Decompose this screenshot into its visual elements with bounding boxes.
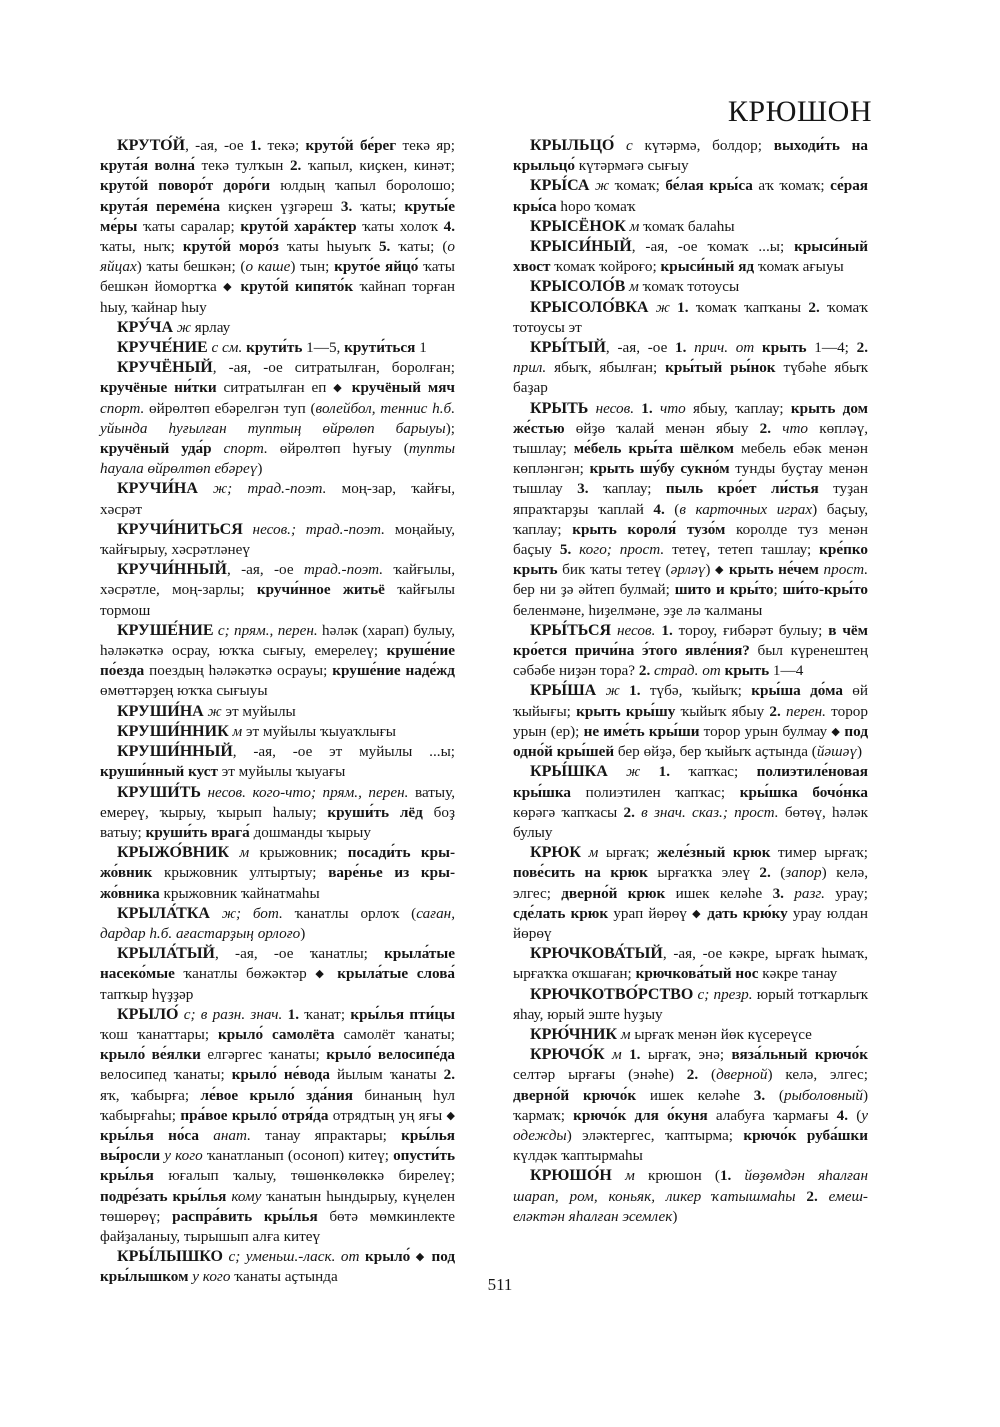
dictionary-entry: КРЫТЬ несов. 1. что ябыу, ҡаплау; крыть дом же́стью өйҙө ҡалай менән ябыу 2. что көпләү, тышлау; ме́бель кры́та шёлком мебель ебәк менән көпләнгән; крыть шу́бу сукно́м тунды буҫтау менән тышлау 3. ҡаплау; пыль кро́ет ли́стья туҙан япраҡтарҙы ҡаплай 4. (в карточных играх) баҫыу, ҡаплау; крыть короля́ тузо́м королде туз менән баҫыу 5. кого; прост. тетеү, тетеп ташлау; кре́пко крыть бик ҡаты тетеү (әрләү) ◆ крыть не́чем прост. бер ни ҙә әйтеп булмай; шито и кры́то; ши́то-кры́то беленмәне, һиҙелмәне, эҙе лә ҡалманы bbox=[513, 399, 869, 619]
dictionary-entry: КРЮЧКОВА́ТЫЙ, -ая, -ое кәкре, ырғаҡ һымаҡ, ырғаҡҡа оҡшаған; крючкова́тый нос кәкре танау bbox=[513, 945, 868, 983]
dictionary-entry: КРЫ́ТЫЙ, -ая, -ое 1. прич. от крыть 1—4; 2. прил. ябыҡ, ябылған; кры́тый ры́нок түбәһе ябыҡ баҙар bbox=[513, 339, 868, 397]
dictionary-entry: КРЮШО́Н м крюшон (1. йөҙөмдән яһалған шарап, ром, коньяк, ликер ҡатышмаһы 2. емеш-еләктән яһалған эсемлек) bbox=[513, 1167, 869, 1225]
dictionary-entry: КРУЧЁНЫЙ, -ая, -ое ситратылған, боролған; кручёные ни́тки ситратылған еп ◆ кручёный мяч спорт. өйрөлтөп ебәрелгән туп (волейбол, теннис һ.б. уйында һуғылған туптың өйрөлөп барыуы); кручёный уда́р спорт. өйрөлтөп һуғыу (тупты һауала өйрөлтөп ебәреү) bbox=[100, 359, 456, 478]
dictionary-entry: КРУШИ́ННИК м эт муйылы ҡыуаҡлығы bbox=[117, 722, 397, 740]
dictionary-entry: КРУТО́Й, -ая, -ое 1. текә; круто́й бе́рег текә яр; крута́я волна́ текә тулҡын 2. ҡапыл, киҫкен, кинәт; круто́й поворо́т доро́ги юлдың ҡапыл боролошо; крута́я переме́на киҫкен үҙгәреш 3. ҡаты; круты́е ме́ры ҡаты саралар; круто́й хара́ктер ҡаты холоҡ 4. ҡаты, ныҡ; круто́й моро́з ҡаты һыуыҡ 5. ҡаты; (о яйцах) ҡаты бешкән; (о каше) тын; круто́е яйцо́ ҡаты бешкән йомортҡа ◆ круто́й кипято́к ҡайнап торған һыу, ҡайнар һыу bbox=[100, 137, 455, 316]
dictionary-entry: КРЫЖО́ВНИК м крыжовник; посади́ть крыжо́вник крыжовник ултыртыу; варе́нье из крыжо́вника крыжовник ҡайнатмаһы bbox=[100, 844, 455, 902]
dictionary-entry: КРУЧИ́НА ж; трад.-поэт. моң-зар, ҡайғы, хәсрәт bbox=[100, 480, 456, 518]
right-column bbox=[513, 136, 868, 1227]
dictionary-entry: КРУЧИ́ННЫЙ, -ая, -ое трад.-поэт. ҡайғылы, хәсрәтле, моң-зарлы; кручи́нное житьё ҡайғылы тормош bbox=[100, 561, 455, 619]
left-column bbox=[100, 136, 455, 1288]
dictionary-entry: КРЫЛА́ТЫЙ, -ая, -ое ҡанатлы; крыла́тые насеко́мые ҡанатлы бөжәктәр ◆ крыла́тые слова́ тапҡыр һүҙҙәр bbox=[100, 945, 456, 1003]
dictionary-entry: КРУ́ЧА ж ярлау bbox=[117, 318, 231, 336]
dictionary-entry: КРЫСЁНОК м ҡомаҡ балаһы bbox=[530, 217, 735, 235]
dictionary-entry: КРЫ́ТЬСЯ несов. 1. тороу, ғибәрәт булыу; в чём кро́ется причи́на э́того явле́ния? был күренештең сәбәбе ниҙән тора? 2. страд. от крыть 1—4 bbox=[513, 621, 869, 680]
dictionary-entry: КРЫ́СА ж ҡомаҡ; бе́лая кры́са аҡ ҡомаҡ; се́рая кры́са һоро ҡомаҡ bbox=[513, 177, 869, 215]
dictionary-entry: КРУЧИ́НИТЬСЯ несов.; трад.-поэт. моңайыу, ҡайғырыу, хәсрәтләнеү bbox=[100, 520, 455, 559]
dictionary-entry: КРУШИ́ТЬ несов. кого-что; прям., перен. ватыу, емереү, ҡырыу, ҡырып һалыу; круши́ть лёд боҙ ватыу; круши́ть врага́ дошманды ҡырыу bbox=[100, 783, 455, 841]
dictionary-entry: КРЫСОЛО́В м ҡомаҡ тотоусы bbox=[530, 278, 740, 296]
running-head: КРЮШОН bbox=[727, 95, 872, 128]
dictionary-entry: КРУШИ́НА ж эт муйылы bbox=[117, 702, 296, 720]
dictionary-entry: КРЮ́ЧНИК м ырғаҡ менән йөк күсереүсе bbox=[530, 1025, 812, 1043]
page-number: 511 bbox=[487, 1275, 513, 1294]
dictionary-entry: КРЫ́ЛЫШКО с; уменьш.-ласк. от крыло́ ◆ под кры́лышком у кого ҡанаты аҫтында bbox=[100, 1248, 456, 1286]
dictionary-entry: КРЫСИ́НЫЙ, -ая, -ое ҡомаҡ ...ы; крыси́ный хвост ҡомаҡ ҡойроғо; крыси́ный яд ҡомаҡ ағыуы bbox=[513, 238, 868, 276]
dictionary-entry: КРУШИ́ННЫЙ, -ая, -ое эт муйылы ...ы; круши́нный куст эт муйылы ҡыуағы bbox=[100, 743, 455, 781]
dictionary-entry: КРЮЧКОТВО́РСТВО с; презр. юрый тотҡарлыҡ яһау, юрый эште һуҙыу bbox=[513, 985, 868, 1023]
dictionary-entry: КРЫ́ША ж 1. түбә, ҡыйыҡ; кры́ша до́ма өй ҡыйығы; крыть кры́шу ҡыйыҡ ябыу 2. перен. торор урын (ер); не име́ть кры́ши торор урын булмау ◆ под одно́й кры́шей бер өйҙә, бер ҡыйыҡ аҫтында (йәшәү) bbox=[513, 682, 869, 761]
dictionary-entry: КРЮК м ырғаҡ; желе́зный крюк тимер ырғаҡ; пове́сить на крюк ырғаҡҡа элеү 2. (запор) келә, элгес; дверно́й крюк ишек келәһе 3. разг. урау; сде́лать крюк урап йөрөү ◆ дать крю́ку урау юлдан йөрөү bbox=[513, 844, 868, 942]
dictionary-entry: КРЫСОЛО́ВКА ж 1. ҡомаҡ ҡапҡаны 2. ҡомаҡ тотоусы эт bbox=[513, 298, 868, 336]
dictionary-entry: КРУШЕ́НИЕ с; прям., перен. һәләк (харап) булыу, һәләкәткә осрау, юҡҡа сығыу, емерелеү; круше́ние по́езда поездың һәләкәткә осрауы; круше́ние наде́жд өмөттәрҙең юҡҡа сығыуы bbox=[100, 621, 455, 700]
dictionary-entry: КРЫ́ШКА ж 1. ҡапҡас; полиэтиле́новая кры́шка полиэтилен ҡапҡас; кры́шка бочо́нка көрәгә ҡапҡасы 2. в знач. сказ.; прост. бөтөү, һәләк булыу bbox=[513, 763, 869, 841]
dictionary-entry: КРУЧЕ́НИЕ с см. крути́ть 1—5, крути́ться 1 bbox=[117, 339, 427, 357]
dictionary-entry: КРЫЛА́ТКА ж; бот. ҡанатлы орлоҡ (саған, дардар һ.б. ағастарҙың орлоғо) bbox=[100, 904, 456, 942]
dictionary-entry: КРЫЛО́ с; в разн. знач. 1. ҡанат; кры́лья пти́цы ҡош ҡанаттары; крыло́ самолёта самолёт ҡанаты; крыло́ ве́ялки елгәргес ҡанаты; крыло́ велосипе́да велосипед ҡанаты; крыло́ не́вода йылым ҡанаты 2. яҡ, ҡабырға; ле́вое крыло́ зда́ния бинаның һул ҡабырғаһы; пра́вое крыло́ отря́да отрядтың уң яғы ◆ кры́лья но́са анат. танау япрактары; кры́лья вы́росли у кого ҡанатланып (осоноп) китеү; опусти́ть кры́лья юғалып ҡалыу, төшөнкөлөккә бирелеү; подре́зать кры́лья кому ҡанатын һындырыу, күңелен төшөрөү; распра́вить кры́лья бөтә мөмкинлекте файҙаланыу, тырышып алға китеү bbox=[100, 1005, 456, 1245]
dictionary-entry: КРЫЛЬЦО́ с күтәрмә, болдор; выходи́ть на крыльцо́ күтәрмәгә сығыу bbox=[513, 137, 869, 175]
dictionary-entry: КРЮЧО́К м 1. ырғаҡ, энә; вяза́льный крючо́к селтәр ырғағы (энәһе) 2. (дверной) келә, элгес; дверно́й крючо́к ишек келәһе 3. (рыболовный) ҡармаҡ; крючо́к для о́куня алабуға ҡармағы 4. (у одежды) эләктергес, ҡаптырма; крючо́к руба́шки күлдәк ҡаптырмаһы bbox=[513, 1046, 869, 1165]
